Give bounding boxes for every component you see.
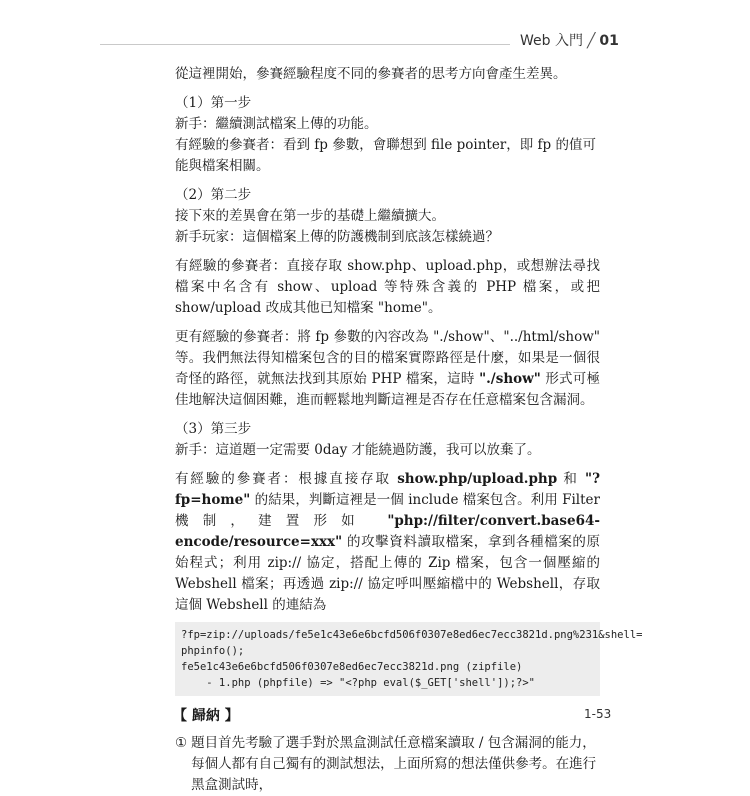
summary-text: 題目首先考驗了選手對於黑盒測試任意檔案讀取 / 包含漏洞的能力，每個人都有自己獨有的測試想法，上面所寫的想法僅供參考。在進行黑盒測試時，	[191, 735, 597, 793]
step3-label: （3）第三步	[175, 421, 252, 437]
step2-experienced: 有經驗的參賽者：直接存取 show.php、upload.php，或想辦法尋找檔案中名含有 show、upload 等特殊含義的 PHP 檔案，或把 show/upload 改成其他已知檔案 "home"。	[175, 258, 600, 316]
summary-heading: 【 歸納 】	[173, 708, 239, 724]
code-block: ?fp=zip://uploads/fe5e1c43e6e6bcfd506f0307e8ed6ec7ecc3821d.png%231&shell= phpinfo(); fe5e1c43e6e6bcfd506f0307e8ed6ec7ecc3821d.png (zipfile) - 1.php (phpfile) => "<?php eval($_GET['shell']);?>"	[175, 622, 600, 696]
step2-intro: 接下來的差異會在第一步的基礎上繼續擴大。	[175, 208, 445, 224]
step3-experienced	[175, 469, 600, 616]
step3-bold-f: "php://filter/convert.base64-encode/resource=xxx"	[175, 513, 600, 550]
step2-label: （2）第二步	[175, 187, 252, 203]
step3-text-g: 的攻擊資料讀取檔案，拿到各種檔案的原始程式；利用 zip:// 協定，搭配上傳的 Zip 檔案，包含一個壓縮的 Webshell 檔案；再透過 zip:// 協定呼叫壓縮檔中的 Webshell，存取這個 Webshell 的連結為	[175, 534, 600, 613]
intro-paragraph: 從這裡開始，參賽經驗程度不同的參賽者的思考方向會產生差異。	[175, 66, 567, 82]
page-body	[173, 64, 643, 796]
header-rule	[100, 44, 510, 45]
step2-more-bold: "./show"	[479, 371, 541, 387]
step2-more-experienced	[175, 327, 600, 411]
step2-more-text-1: 更有經驗的參賽者：將 fp 參數的內容改為 "./show"、"../html/show" 等。我們無法得知檔案包含的目的檔案實際路徑是什麼，如果是一個很奇怪的路徑，就無法找到其原始 PHP 檔案，這時	[175, 329, 600, 387]
step1-label: （1）第一步	[175, 95, 252, 111]
step3-text-a: 有經驗的參賽者：根據直接存取	[175, 471, 398, 487]
step3-bold-b: show.php/upload.php	[397, 471, 558, 487]
step1-experienced: 有經驗的參賽者：看到 fp 參數，會聯想到 file pointer，即 fp 的值可能與檔案相關。	[175, 137, 596, 174]
running-header	[520, 30, 619, 50]
page-number: 1-53	[584, 707, 612, 721]
summary-item	[175, 733, 600, 796]
step3-bold-d: "?fp=home"	[175, 471, 600, 508]
step3-text-e: 的結果，判斷這裡是一個 include 檔案包含。利用 Filter 機制，建置形如	[175, 492, 600, 529]
step1-novice: 新手：繼續測試檔案上傳的功能。	[175, 116, 378, 132]
header-title: Web 入門	[520, 33, 583, 49]
chapter-number: 01	[599, 33, 619, 49]
circled-one-icon: ①	[175, 735, 188, 751]
step2-more-text-2: 形式可極佳地解決這個困難，進而輕鬆地判斷這裡是否存在任意檔案包含漏洞。	[175, 371, 600, 408]
header-slash: ╱	[586, 33, 596, 49]
step3-text-c: 和	[557, 471, 586, 487]
step3-novice: 新手：這道題一定需要 0day 才能繞過防護，我可以放棄了。	[175, 442, 541, 458]
step2-novice: 新手玩家：這個檔案上傳的防護機制到底該怎樣繞過？	[175, 229, 499, 245]
